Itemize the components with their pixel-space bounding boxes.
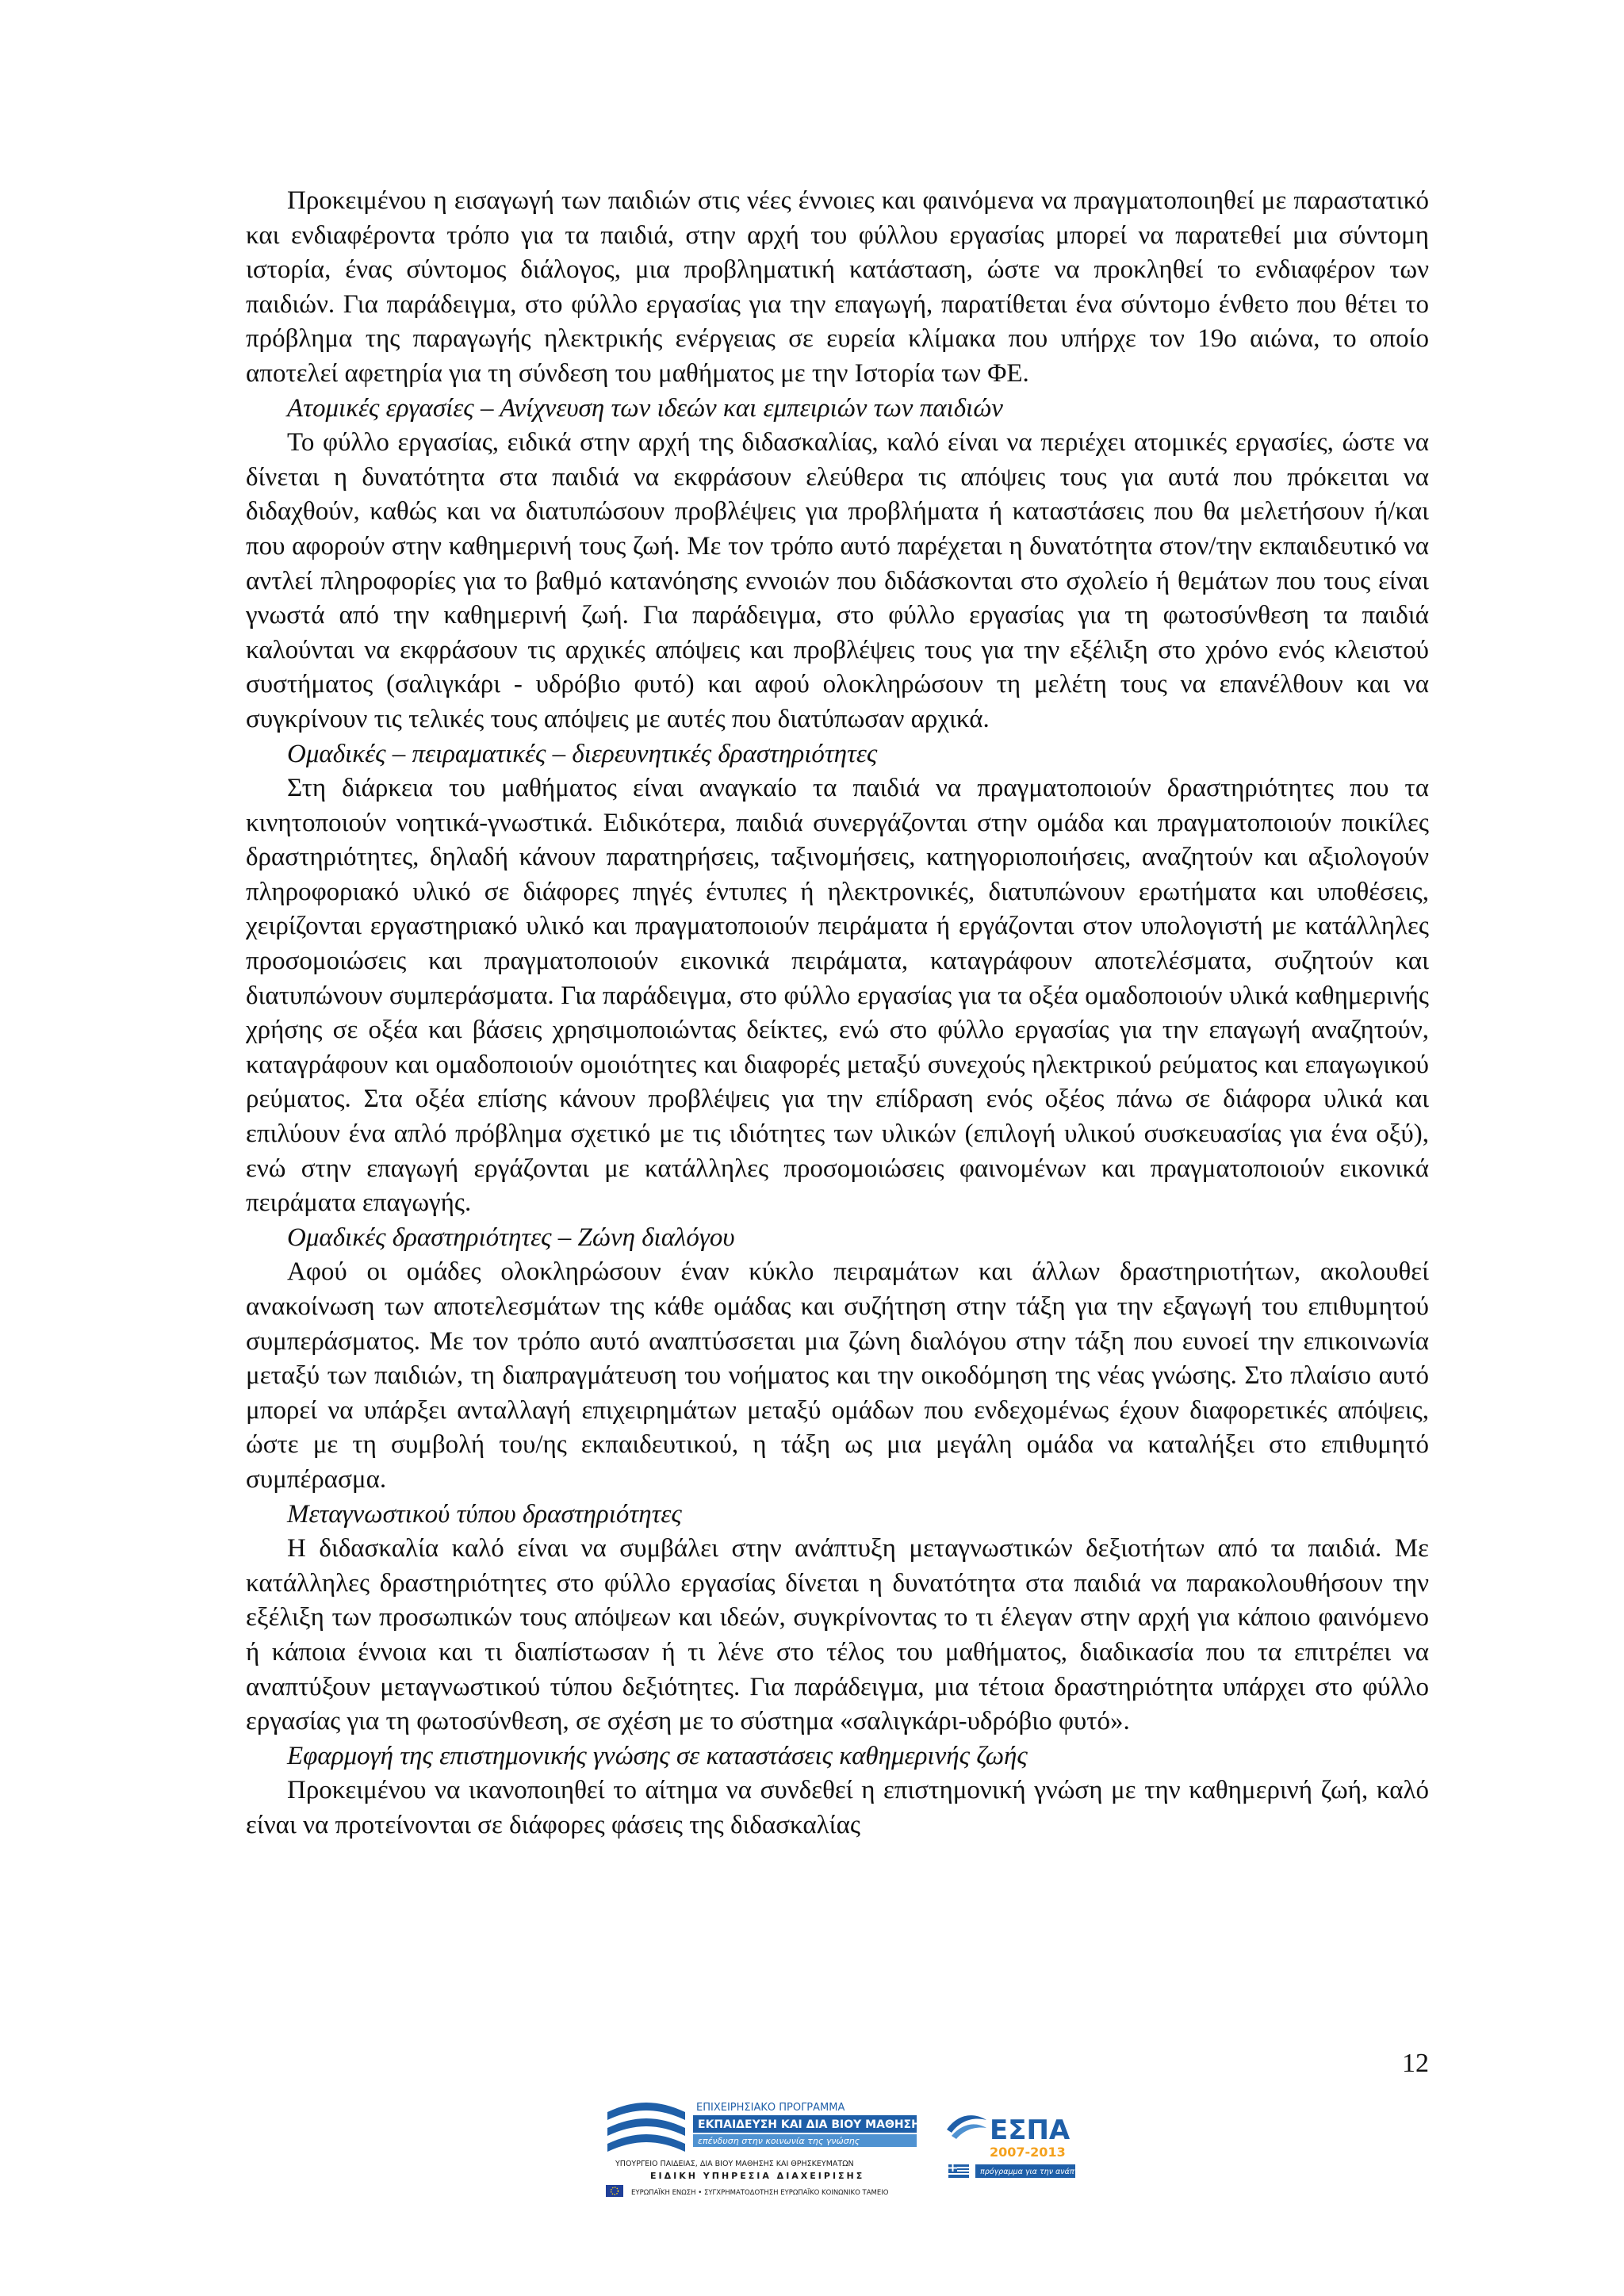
- section-heading: Ατομικές εργασίες – Ανίχνευση των ιδεών και εμπειριών των παιδιών: [287, 393, 1003, 423]
- logo-program-slogan: επένδυση στην κοινωνία της γνώσης: [698, 2136, 860, 2146]
- logo-eu-label: ΕΥΡΩΠΑΪΚΗ ΕΝΩΣΗ • ΣΥΓΧΡΗΜΑΤΟΔΟΤΗΣΗ ΕΥΡΩΠΑΪΚΟ ΚΟΙΝΩΝΙΚΟ ΤΑΜΕΙΟ: [631, 2189, 889, 2197]
- section-heading: Εφαρμογή της επιστημονικής γνώσης σε καταστάσεις καθημερινής ζωής: [287, 1741, 1028, 1770]
- page-number: 12: [1402, 2049, 1429, 2078]
- body-paragraph: Η διδασκαλία καλό είναι να συμβάλει στην ανάπτυξη μεταγνωστικών δεξιοτήτων από τα παιδιά. Με κατάλληλες δραστηριότητες στο φύλλο εργασίας δίνεται η δυνατότητα στα παιδιά να παρακολουθήσουν την εξέλιξη των προσωπικών τους απόψεων και ιδεών, συγκρίνοντας το τι έλεγαν στην αρχή για κάποιο φαινόμενο ή κάποια έννοια και τι διαπίστωσαν ή τι λένε στο τέλος του μαθήματος, διαδικασία που τα επιτρέπει να αναπτύξουν μεταγνωστικού τύπου δεξιότητες. Για παράδειγμα, μια τέτοια δραστηριότητα υπάρχει στο φύλλο εργασίας για τη φωτοσύνθεση, σε σχέση με το σύστημα «σαλιγκάρι-υδρόβιο φυτό».: [246, 1534, 1429, 1736]
- espa-years: 2007-2013: [990, 2145, 1066, 2160]
- section-heading: Ομαδικές – πειραματικές – διερευνητικές δραστηριότητες: [287, 739, 878, 768]
- body-paragraph: Στη διάρκεια του μαθήματος είναι αναγκαίο τα παιδιά να πραγματοποιούν δραστηριότητες που τα κινητοποιούν νοητικά-γνωστικά. Ειδικότερα, παιδιά συνεργάζονται στην ομάδα και πραγματοποιούν ποικίλες δραστηριότητες, δηλαδή κάνουν παρατηρήσεις, ταξινομήσεις, κατηγοριοποιήσεις, αναζητούν και αξιολογούν πληροφοριακό υλικό σε διάφορες πηγές έντυπες ή ηλεκτρονικές, διατυπώνουν ερωτήματα και υποθέσεις, χειρίζονται εργαστηριακό υλικό και πραγματοποιούν πειράματα ή εργάζονται στον υπολογιστή με κατάλληλες προσομοιώσεις και πραγματοποιούν εικονικά πειράματα, καταγράφουν αποτελέσματα, συζητούν και διατυπώνουν συμπεράσματα. Για παράδειγμα, στο φύλλο εργασίας για τα οξέα ομαδοποιούν υλικά καθημερινής χρήσης σε οξέα και βάσεις χρησιμοποιώντας δείκτες, ενώ στο φύλλο εργασίας για την επαγωγή αναζητούν, καταγράφουν και ομαδοποιούν ομοιότητες και διαφορές μεταξύ συνεχούς ηλεκτρικού ρεύματος και επαγωγικού ρεύματος. Στα οξέα επίσης κάνουν προβλέψεις για την επίδραση ενός οξέος πάνω σε διάφορα υλικά και επιλύουν ένα απλό πρόβλημα σχετικό με τις ιδιότητες των υλικών (επιλογή υλικού συσκευασίας για ένα οξύ), ενώ στην επαγωγή εργάζονται με κατάλληλες προσομοιώσεις φαινομένων και πραγματοποιούν εικονικά πειράματα επαγωγής.: [246, 774, 1429, 1218]
- body-paragraph: Αφού οι ομάδες ολοκληρώσουν έναν κύκλο πειραμάτων και άλλων δραστηριοτήτων, ακολουθεί ανακοίνωση των αποτελεσμάτων της κάθε ομάδας και συζήτηση στην τάξη για την εξαγωγή του επιθυμητού συμπεράσματος. Με τον τρόπο αυτό αναπτύσσεται μια ζώνη διαλόγου στην τάξη που ευνοεί την επικοινωνία μεταξύ των παιδιών, τη διαπραγμάτευση του νοήματος και την οικοδόμηση της νέας γνώσης. Στο πλαίσιο αυτό μπορεί να υπάρξει ανταλλαγή επιχειρημάτων μεταξύ ομάδων που ενδεχομένως έχουν διαφορετικές απόψεις, ώστε με τη συμβολή του/ης εκπαιδευτικού, η τάξη ως μια μεγάλη ομάδα να καταλήξει στο επιθυμητό συμπέρασμα.: [246, 1257, 1429, 1494]
- body-paragraph: Προκειμένου η εισαγωγή των παιδιών στις νέες έννοιες και φαινόμενα να πραγματοποιηθεί με παραστατικό και ενδιαφέροντα τρόπο για τα παιδιά, στην αρχή του φύλλου εργασίας μπορεί να παρατεθεί μια σύντομη ιστορία, ένας σύντομος διάλογος, μια προβληματική κατάσταση, ώστε να προκληθεί το ενδιαφέρον των παιδιών. Για παράδειγμα, στο φύλλο εργασίας για την επαγωγή, παρατίθεται ένα σύντομο ένθετο που θέτει το πρόβλημα της παραγωγής ηλεκτρικής ενέργειας σε ευρεία κλίμακα που υπήρχε τον 19ο αιώνα, το οποίο αποτελεί αφετηρία για τη σύνδεση του μαθήματος με την Ιστορία των ΦΕ.: [246, 186, 1429, 388]
- logo-program-label: ΕΠΙΧΕΙΡΗΣΙΑΚΟ ΠΡΟΓΡΑΜΜΑ: [696, 2102, 845, 2114]
- logo-ministry-label: ΥΠΟΥΡΓΕΙΟ ΠΑΙΔΕΙΑΣ, ΔΙΑ ΒΙΟΥ ΜΑΘΗΣΗΣ ΚΑΙ ΘΡΗΣΚΕΥΜΑΤΩΝ: [615, 2160, 854, 2168]
- espa-name: ΕΣΠΑ: [990, 2114, 1071, 2146]
- logo-service-label: ΕΙΔΙΚΗ ΥΠΗΡΕΣΙΑ ΔΙΑΧΕΙΡΙΣΗΣ: [650, 2171, 865, 2181]
- eu-flag-icon: [606, 2185, 623, 2197]
- espa-tagline: πρόγραμμα για την ανάπτυξη: [980, 2168, 1093, 2176]
- logo-program-title: ΕΚΠΑΙΔΕΥΣΗ ΚΑΙ ΔΙΑ ΒΙΟΥ ΜΑΘΗΣΗ: [698, 2118, 921, 2131]
- espa-logo: [944, 2109, 1093, 2188]
- section-heading: Μεταγνωστικού τύπου δραστηριότητες: [287, 1499, 682, 1529]
- footer-logos: [603, 2093, 1093, 2204]
- education-program-icon: [607, 2103, 685, 2152]
- body-paragraph: Προκειμένου να ικανοποιηθεί το αίτημα να συνδεθεί η επιστημονική γνώση με την καθημερινή ζωή, καλό είναι να προτείνονται σε διάφορες φάσεις της διδασκαλίας: [246, 1776, 1429, 1839]
- espa-education-program-logo: [603, 2093, 920, 2204]
- document-body: [246, 184, 1429, 1843]
- greek-flag-icon: [948, 2164, 969, 2178]
- body-paragraph: Το φύλλο εργασίας, ειδικά στην αρχή της διδασκαλίας, καλό είναι να περιέχει ατομικές εργασίες, ώστε να δίνεται η δυνατότητα στα παιδιά να εκφράσουν ελεύθερα τις απόψεις τους για αυτά που πρόκειται να διδαχθούν, καθώς και να διατυπώσουν προβλέψεις για προβλήματα ή καταστάσεις που θα μελετήσουν ή/και που αφορούν στην καθημερινή τους ζωή. Με τον τρόπο αυτό παρέχεται η δυνατότητα στον/την εκπαιδευτικό να αντλεί πληροφορίες για το βαθμό κατανόησης εννοιών που διδάσκονται στο σχολείο ή θεμάτων που τους είναι γνωστά από την καθημερινή ζωή. Για παράδειγμα, στο φύλλο εργασίας για τη φωτοσύνθεση τα παιδιά καλούνται να εκφράσουν τις αρχικές απόψεις και προβλέψεις τους για την εξέλιξη στο χρόνο ενός κλειστού συστήματος (σαλιγκάρι - υδρόβιο φυτό) και αφού ολοκληρώσουν τη μελέτη τους να επανέλθουν και να συγκρίνουν τις τελικές τους απόψεις με αυτές που διατύπωσαν αρχικά.: [246, 428, 1429, 733]
- section-heading: Ομαδικές δραστηριότητες – Ζώνη διαλόγου: [287, 1223, 735, 1252]
- espa-swoosh-icon: [947, 2115, 986, 2139]
